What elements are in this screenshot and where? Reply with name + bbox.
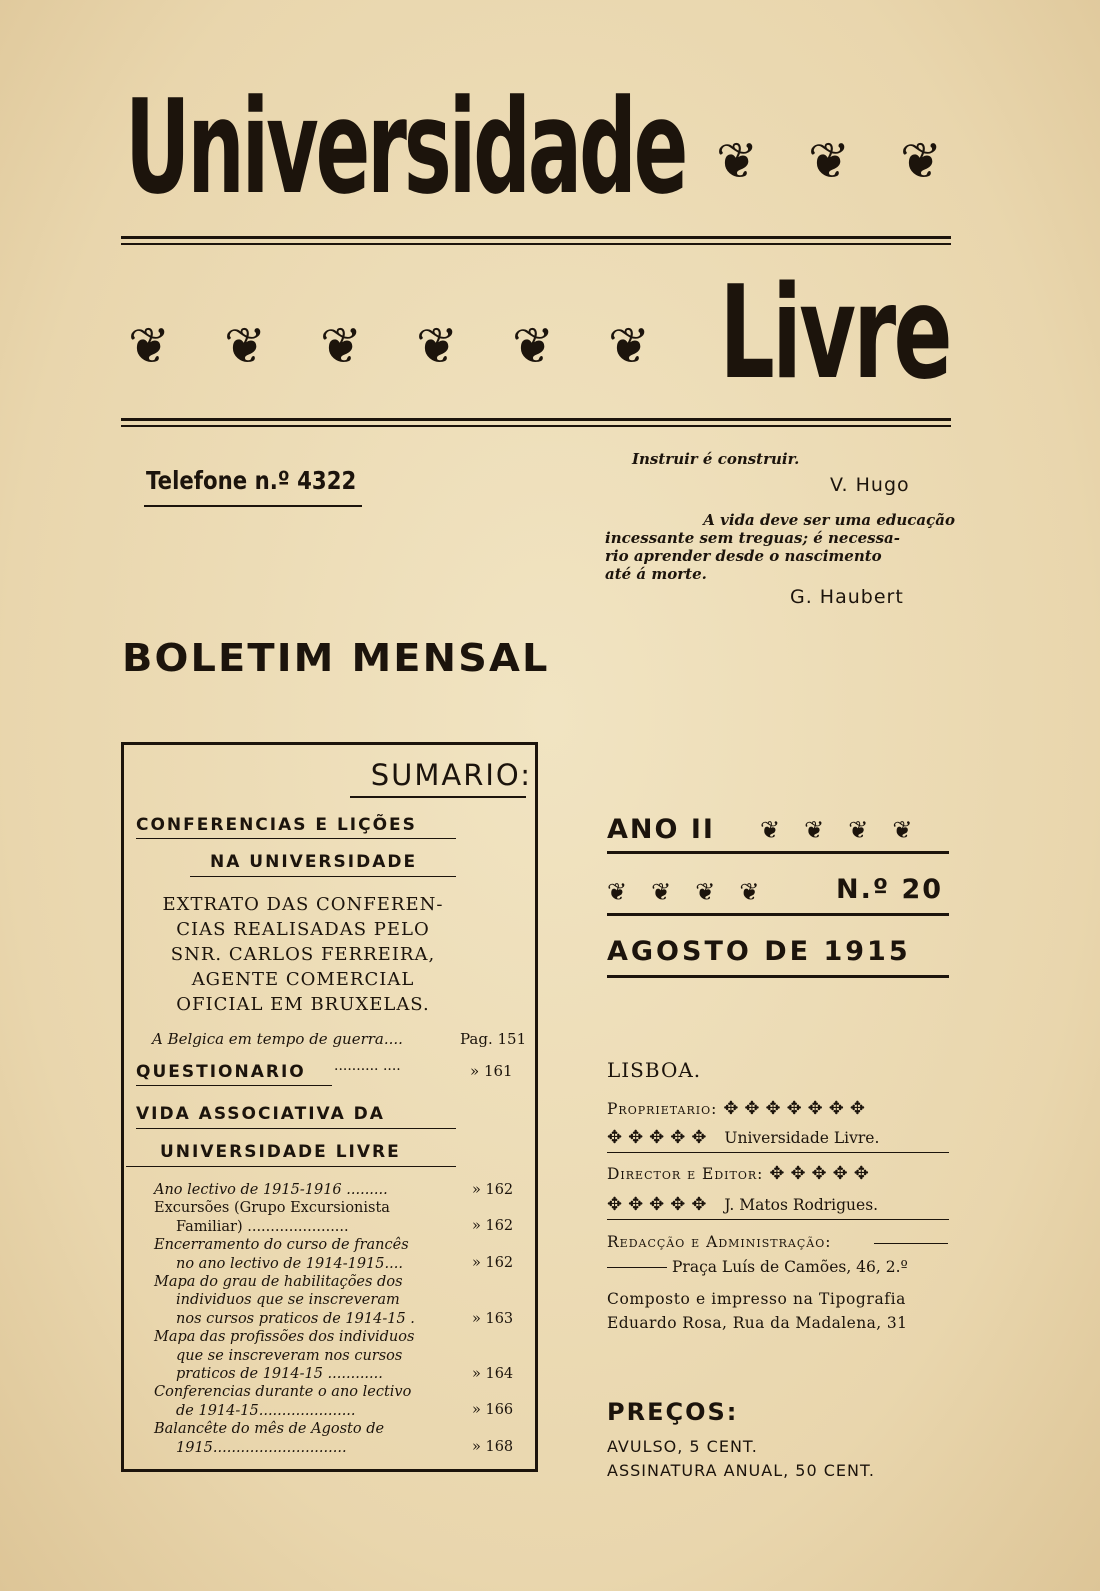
info-rule: [607, 1152, 949, 1153]
floral-ornament-icon: ❦: [695, 878, 716, 906]
toc-item-line: Conferencias durante o ano lectivo: [154, 1384, 412, 1401]
toc-page: » 166: [472, 1402, 514, 1419]
floral-ornament-icon: ❦: [651, 878, 672, 906]
director-row: [607, 1163, 875, 1184]
info-rule: [607, 1219, 949, 1220]
floral-ornament-icon: ❦: [608, 317, 650, 375]
toc-item: [154, 1420, 532, 1457]
toc-item-line: praticos de 1914-15 ............: [176, 1366, 383, 1383]
toc-item-line: Balancête do mês de Agosto de: [154, 1421, 385, 1438]
sumario-underline: [350, 796, 526, 798]
diamond-ornament-icon: ✥✥✥✥✥: [607, 1127, 713, 1148]
masthead-rule-1b: [121, 243, 951, 245]
proprietario-value: Universidade Livre.: [724, 1128, 880, 1147]
diamond-ornament-icon: ✥✥✥✥✥: [607, 1194, 713, 1215]
toc-page: » 161: [470, 1062, 513, 1080]
toc-dots: ·········· ····: [334, 1062, 401, 1078]
quote-author-hugo: V. Hugo: [830, 474, 910, 496]
toc-item-line: Ano lectivo de 1915-1916 .........: [154, 1182, 388, 1198]
diamond-ornament-icon: ✥✥✥✥✥✥✥: [723, 1098, 871, 1119]
sumario-title: SUMARIO:: [370, 758, 532, 792]
toc-label: A Belgica em tempo de guerra....: [152, 1030, 403, 1048]
toc-page: » 168: [472, 1439, 514, 1456]
extrato-line: OFICIAL EM BRUXELAS.: [176, 994, 430, 1015]
floral-ornament-icon: ❦: [848, 816, 869, 844]
issue-ornaments-2: [607, 878, 759, 906]
section-rule: [136, 838, 456, 839]
toc-item-line: Mapa do grau de habilitações dos: [154, 1274, 403, 1291]
toc-entry-belgica: [152, 1030, 403, 1048]
telefone-underline: [144, 505, 362, 507]
masthead-rule-1: [121, 236, 951, 239]
issue-rule-3: [607, 975, 949, 978]
section-na-universidade: NA UNIVERSIDADE: [210, 852, 418, 872]
lisboa: LISBOA.: [607, 1058, 702, 1082]
info-dash: [607, 1267, 667, 1268]
section-rule: [136, 1128, 456, 1129]
toc-item: [154, 1273, 532, 1328]
floral-ornament-icon: ❦: [808, 132, 850, 190]
section-rule: [136, 1085, 332, 1086]
proprietario-label: Proprietario:: [607, 1099, 718, 1118]
extrato-line: AGENTE COMERCIAL: [191, 969, 415, 990]
director-value-row: [607, 1194, 878, 1215]
floral-ornament-icon: ❦: [760, 816, 781, 844]
redaccao-label: [607, 1233, 831, 1251]
precos-assinatura: ASSINATURA ANUAL, 50 CENT.: [607, 1461, 875, 1480]
quote-hugo: Instruir é construir.: [632, 450, 800, 468]
extrato-line: CIAS REALISADAS PELO: [176, 919, 430, 940]
diamond-ornament-icon: ✥✥✥✥✥: [769, 1163, 875, 1184]
director-value: J. Matos Rodrigues.: [724, 1195, 879, 1214]
toc-item: [154, 1383, 532, 1420]
quote-line: A vida deve ser uma educação: [703, 511, 955, 529]
toc-item-line: Familiar) ......................: [176, 1218, 349, 1235]
toc-item-line: individuos que se inscreveram: [176, 1292, 400, 1309]
toc-page: » 162: [472, 1218, 514, 1235]
toc-page: » 164: [472, 1366, 514, 1383]
issue-ornaments-1: [760, 816, 912, 844]
floral-ornament-icon: ❦: [224, 317, 266, 375]
extrato-text: [138, 892, 468, 1017]
quote-line: incessante sem treguas; é necessa-: [605, 529, 900, 547]
floral-ornament-icon: ❦: [320, 317, 362, 375]
floral-ornament-icon: ❦: [892, 816, 913, 844]
toc-item-line: de 1914-15.....................: [176, 1402, 356, 1419]
proprietario-row: [607, 1098, 871, 1119]
floral-ornament-icon: ❦: [607, 878, 628, 906]
issue-data: AGOSTO DE 1915: [607, 936, 911, 967]
floral-ornament-icon: ❦: [128, 317, 170, 375]
quote-line: rio aprender desde o nascimento: [605, 547, 882, 565]
ornament-row-top: [712, 132, 946, 190]
toc-item: [154, 1181, 532, 1199]
section-vida-associativa: VIDA ASSOCIATIVA DA: [136, 1104, 385, 1124]
floral-ornament-icon: ❦: [716, 132, 758, 190]
extrato-line: EXTRATO DAS CONFEREN-: [162, 894, 444, 915]
boletim-mensal-heading: BOLETIM MENSAL: [122, 636, 550, 680]
issue-rule-2: [607, 913, 949, 916]
section-universidade-livre: UNIVERSIDADE LIVRE: [160, 1142, 401, 1162]
toc-page: » 162: [472, 1182, 514, 1198]
toc-item-line: Mapa das profissões dos individuos: [154, 1329, 415, 1346]
section-rule: [126, 1166, 456, 1167]
section-questionario: QUESTIONARIO: [136, 1062, 306, 1082]
quote-haubert: [605, 511, 955, 583]
issue-ano: ANO II: [607, 814, 715, 845]
composto-line-1: Composto e impresso na Tipografia: [607, 1290, 907, 1308]
toc-item: [154, 1199, 532, 1236]
toc-item-line: 1915.............................: [176, 1439, 347, 1456]
telefone: Telefone n.º 4322: [146, 466, 357, 495]
toc-page: » 162: [472, 1255, 514, 1272]
proprietario-value-row: [607, 1127, 879, 1148]
masthead-title-livre: Livre: [719, 259, 950, 408]
ornament-row-bottom: [124, 317, 654, 375]
quote-line: até á morte.: [605, 565, 707, 583]
toc-item-line: nos cursos praticos de 1914-15 .: [176, 1310, 415, 1327]
director-label: Director e Editor:: [607, 1164, 764, 1183]
toc-item: [154, 1236, 532, 1273]
toc-item-line: que se inscreveram nos cursos: [176, 1347, 403, 1364]
quote-author-haubert: G. Haubert: [790, 586, 904, 608]
toc-item-line: no ano lectivo de 1914-1915....: [176, 1255, 403, 1272]
info-dash: [874, 1243, 948, 1244]
precos-avulso: AVULSO, 5 CENT.: [607, 1437, 758, 1456]
masthead-rule-2b: [121, 425, 951, 427]
masthead-rule-2: [121, 418, 951, 421]
masthead-title-universidade: Universidade: [125, 71, 686, 223]
floral-ornament-icon: ❦: [416, 317, 458, 375]
section-rule: [190, 876, 456, 877]
redaccao-label-text: Redacção e Administração:: [607, 1233, 832, 1251]
toc-page: Pag. 151: [460, 1030, 527, 1048]
toc-item-line: Excursões (Grupo Excursionista: [154, 1200, 390, 1217]
toc-item-line: Encerramento do curso de francês: [154, 1237, 409, 1254]
precos-title: PREÇOS:: [607, 1398, 739, 1426]
composto-line-2: Eduardo Rosa, Rua da Madalena, 31: [607, 1314, 908, 1332]
floral-ornament-icon: ❦: [900, 132, 942, 190]
toc-page: » 163: [472, 1311, 514, 1328]
section-conferencias: CONFERENCIAS E LIÇÕES: [136, 815, 417, 835]
toc-items: [154, 1181, 532, 1457]
floral-ornament-icon: ❦: [512, 317, 554, 375]
floral-ornament-icon: ❦: [804, 816, 825, 844]
redaccao-value: Praça Luís de Camões, 46, 2.º: [672, 1258, 908, 1276]
floral-ornament-icon: ❦: [739, 878, 760, 906]
issue-numero: N.º 20: [836, 874, 944, 905]
extrato-line: SNR. CARLOS FERREIRA,: [170, 944, 436, 965]
toc-item: [154, 1328, 532, 1383]
issue-rule-1: [607, 851, 949, 854]
